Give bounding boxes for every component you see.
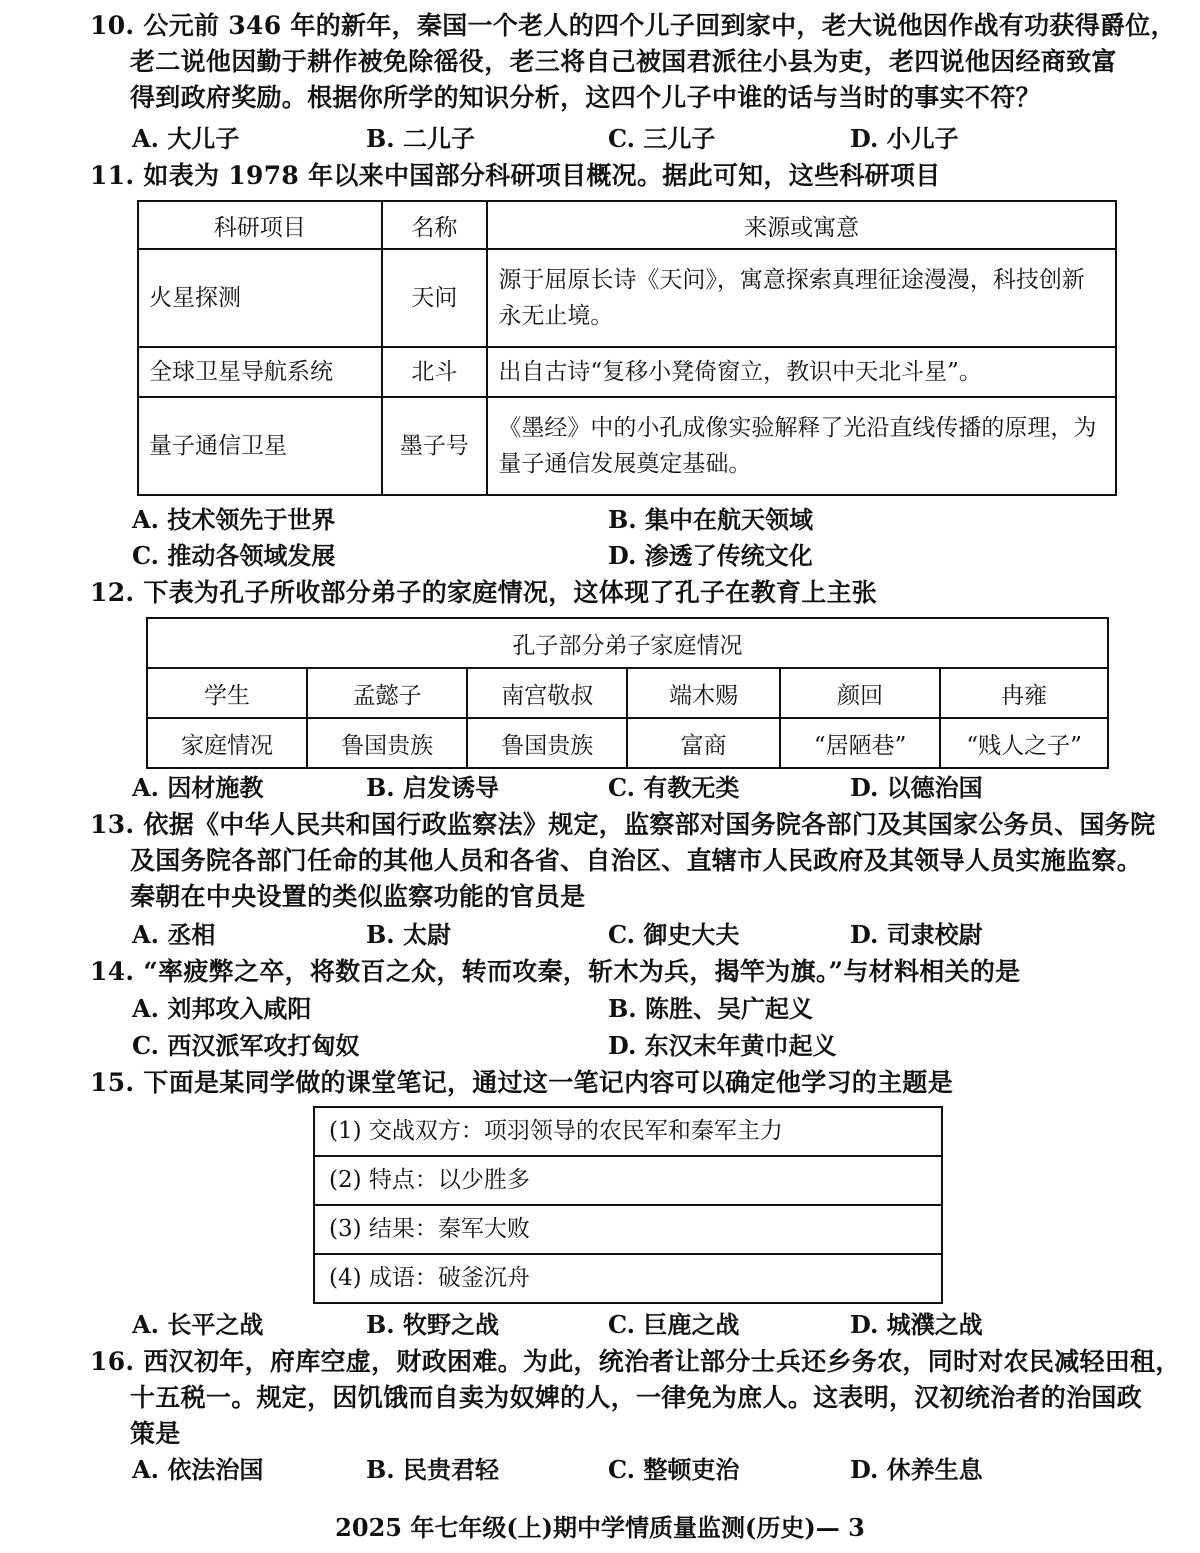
note-line: (2) 特点：以少胜多 bbox=[315, 1157, 941, 1206]
table-title: 孔子部分弟子家庭情况 bbox=[147, 618, 1108, 668]
option-d: D. 城濮之战 bbox=[850, 1310, 983, 1339]
table-cell: 南宫敬叔 bbox=[467, 668, 627, 718]
table-cell: 鲁国贵族 bbox=[307, 718, 467, 768]
note-line: (1) 交战双方：项羽领导的农民军和秦军主力 bbox=[315, 1108, 941, 1157]
table-cell: 源于屈原长诗《天问》，寓意探索真理征途漫漫，科技创新永无止境。 bbox=[487, 249, 1116, 347]
table-cell: 火星探测 bbox=[138, 249, 382, 347]
table-row bbox=[138, 347, 1116, 397]
class-notes-box bbox=[313, 1106, 943, 1304]
option-b: B. 陈胜、吴广起义 bbox=[608, 994, 813, 1023]
option-b: B. 二儿子 bbox=[366, 124, 475, 153]
table-cell: 孟懿子 bbox=[307, 668, 467, 718]
table-cell: 冉雍 bbox=[940, 668, 1108, 718]
table-cell: 端木赐 bbox=[627, 668, 780, 718]
option-a: A. 丞相 bbox=[132, 920, 216, 949]
question-text-line: 10. 公元前 346 年的新年，秦国一个老人的四个儿子回到家中，老大说他因作战有功获得爵位， bbox=[90, 11, 1176, 40]
question-text-line: 11. 如表为 1978 年以来中国部分科研项目概况。据此可知，这些科研项目 bbox=[90, 161, 941, 190]
note-line: (3) 结果：秦军大败 bbox=[315, 1206, 941, 1255]
question-text-line: 16. 西汉初年，府库空虚，财政困难。为此，统治者让部分士兵还乡务农，同时对农民减轻田租， bbox=[90, 1347, 1181, 1376]
option-b: B. 启发诱导 bbox=[366, 773, 499, 802]
question-text-line: 策是 bbox=[130, 1419, 181, 1448]
table-cell: 天问 bbox=[382, 249, 488, 347]
option-d: D. 小儿子 bbox=[850, 124, 959, 153]
question-text-line: 十五税一。规定，因饥饿而自卖为奴婢的人，一律免为庶人。这表明，汉初统治者的治国政 bbox=[130, 1383, 1143, 1412]
table-cell: 富商 bbox=[627, 718, 780, 768]
option-c: C. 三儿子 bbox=[608, 124, 716, 153]
table-header: 来源或寓意 bbox=[487, 201, 1116, 249]
option-b: B. 集中在航天领域 bbox=[608, 505, 813, 534]
option-c: C. 推动各领域发展 bbox=[132, 541, 336, 570]
option-b: B. 民贵君轻 bbox=[366, 1455, 499, 1484]
option-a: A. 依法治国 bbox=[132, 1455, 264, 1484]
option-d: D. 司隶校尉 bbox=[850, 920, 983, 949]
question-text-line: 及国务院各部门任命的其他人员和各省、自治区、直辖市人民政府及其领导人员实施监察。 bbox=[130, 846, 1143, 875]
table-row bbox=[147, 718, 1108, 768]
table-header: 科研项目 bbox=[138, 201, 382, 249]
option-c: C. 巨鹿之战 bbox=[608, 1310, 740, 1339]
option-a: A. 刘邦攻入咸阳 bbox=[132, 994, 312, 1023]
option-c: C. 御史大夫 bbox=[608, 920, 740, 949]
question-text-line: 老二说他因勤于耕作被免除徭役，老三将自己被国君派往小县为吏，老四说他因经商致富 bbox=[130, 47, 1117, 76]
table-cell: “贱人之子” bbox=[940, 718, 1108, 768]
question-text-line: 得到政府奖励。根据你所学的知识分析，这四个儿子中谁的话与当时的事实不符？ bbox=[130, 83, 1041, 112]
question-text-line: 14. “率疲弊之卒，将数百之众，转而攻秦，斩木为兵，揭竿为旗。”与材料相关的是 bbox=[90, 957, 1021, 986]
research-projects-table bbox=[137, 200, 1117, 496]
table-cell: 量子通信卫星 bbox=[138, 397, 382, 495]
option-a: A. 长平之战 bbox=[132, 1310, 264, 1339]
option-b: B. 牧野之战 bbox=[366, 1310, 499, 1339]
option-c: C. 有教无类 bbox=[608, 773, 740, 802]
option-a: A. 因材施教 bbox=[132, 773, 264, 802]
table-cell: 北斗 bbox=[382, 347, 488, 397]
table-header-row bbox=[138, 201, 1116, 249]
table-cell: 鲁国贵族 bbox=[467, 718, 627, 768]
question-text-line: 13. 依据《中华人民共和国行政监察法》规定，监察部对国务院各部门及其国家公务员、国务院 bbox=[90, 810, 1156, 839]
table-cell: 墨子号 bbox=[382, 397, 488, 495]
option-c: C. 整顿吏治 bbox=[608, 1455, 740, 1484]
option-d: D. 以德治国 bbox=[850, 773, 983, 802]
option-d: D. 东汉末年黄巾起义 bbox=[608, 1031, 837, 1060]
option-d: D. 休养生息 bbox=[850, 1455, 983, 1484]
question-text-line: 12. 下表为孔子所收部分弟子的家庭情况，这体现了孔子在教育上主张 bbox=[90, 578, 878, 607]
table-row bbox=[147, 668, 1108, 718]
disciples-table bbox=[146, 617, 1109, 769]
option-c: C. 西汉派军攻打匈奴 bbox=[132, 1031, 360, 1060]
table-row bbox=[138, 249, 1116, 347]
table-cell: 全球卫星导航系统 bbox=[138, 347, 382, 397]
table-cell: “居陋巷” bbox=[780, 718, 940, 768]
option-a: A. 大儿子 bbox=[132, 124, 240, 153]
table-cell: 家庭情况 bbox=[147, 718, 307, 768]
page-footer: 2025 年七年级(上)期中学情质量监测(历史)— 3 bbox=[335, 1513, 865, 1542]
option-d: D. 渗透了传统文化 bbox=[608, 541, 813, 570]
table-cell: 出自古诗“复移小凳倚窗立，教识中天北斗星”。 bbox=[487, 347, 1116, 397]
table-title-row bbox=[147, 618, 1108, 668]
option-b: B. 太尉 bbox=[366, 920, 451, 949]
question-text-line: 15. 下面是某同学做的课堂笔记，通过这一笔记内容可以确定他学习的主题是 bbox=[90, 1068, 953, 1097]
note-line: (4) 成语：破釜沉舟 bbox=[329, 1265, 530, 1291]
table-cell: 颜回 bbox=[780, 668, 940, 718]
option-a: A. 技术领先于世界 bbox=[132, 505, 336, 534]
question-text-line: 秦朝在中央设置的类似监察功能的官员是 bbox=[130, 882, 586, 911]
table-row bbox=[138, 397, 1116, 495]
table-cell: 《墨经》中的小孔成像实验解释了光沿直线传播的原理，为量子通信发展奠定基础。 bbox=[487, 397, 1116, 495]
table-header: 名称 bbox=[382, 201, 488, 249]
table-cell: 学生 bbox=[147, 668, 307, 718]
